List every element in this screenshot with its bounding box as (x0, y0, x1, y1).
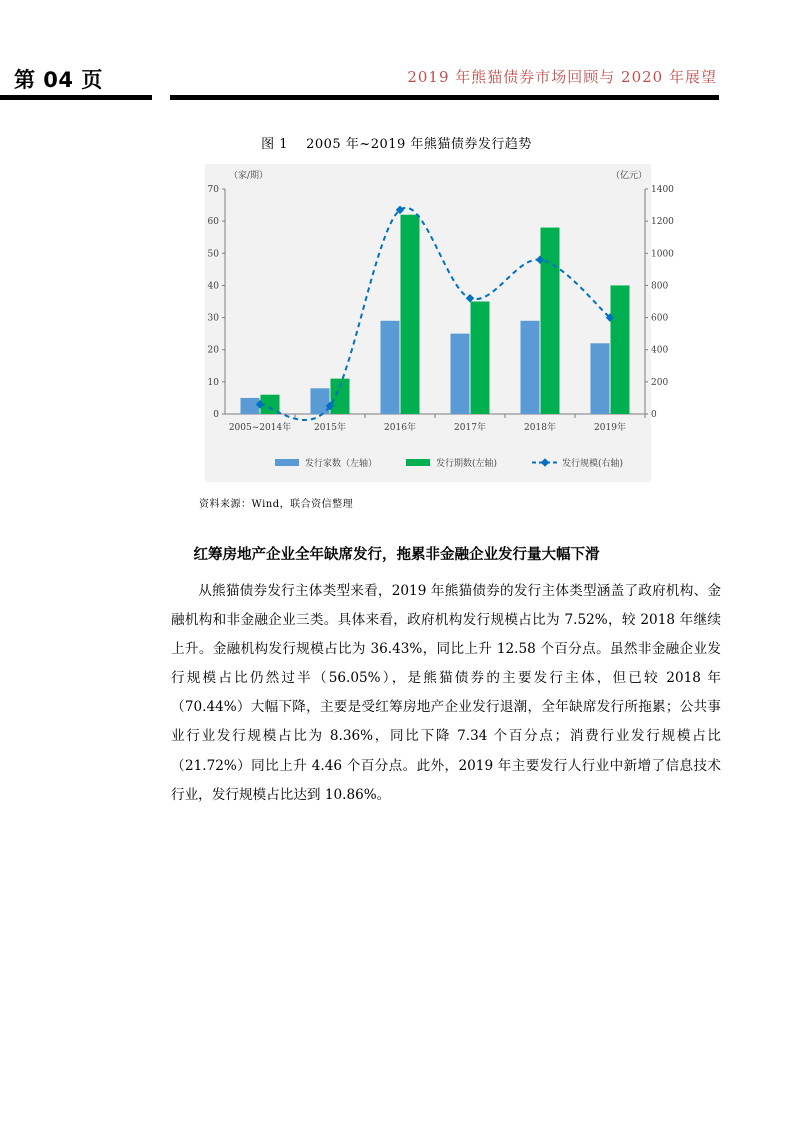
right-tick-label: 0 (651, 410, 657, 420)
legend-swatch (406, 459, 430, 466)
section-heading: 红筹房地产企业全年缺席发行，拖累非金融企业发行量大幅下滑 (193, 547, 600, 563)
page-number: 第 04 页 (14, 68, 103, 92)
header-rule-right (170, 95, 719, 100)
left-axis-unit: （家/期） (229, 171, 269, 181)
x-tick-label: 2018年 (524, 423, 556, 433)
bar-issuers (521, 321, 540, 414)
bar-issues (471, 302, 490, 415)
bar-issuers (241, 398, 260, 414)
left-tick-label: 20 (207, 345, 219, 356)
bar-issues (401, 215, 420, 414)
left-tick-label: 0 (213, 410, 219, 420)
left-tick-label: 70 (207, 185, 219, 195)
bar-issuers (451, 334, 470, 414)
left-tick-label: 40 (207, 281, 219, 292)
legend-label: 发行规模(右轴) (562, 459, 624, 469)
x-tick-label: 2017年 (454, 423, 486, 433)
scale-marker (466, 294, 474, 302)
right-tick-label: 800 (651, 281, 669, 292)
right-tick-label: 1200 (651, 217, 674, 228)
legend-label: 发行期数(左轴) (436, 459, 498, 469)
right-tick-label: 1000 (651, 249, 674, 260)
left-tick-label: 60 (207, 217, 219, 228)
bar-issuers (591, 343, 610, 414)
right-axis-unit: （亿元） (610, 171, 647, 181)
x-tick-label: 2005~2014年 (228, 423, 292, 433)
running-title: 2019 年熊猫债券市场回顾与 2020 年展望 (407, 68, 717, 86)
bar-issues (541, 228, 560, 414)
figure-caption: 图 1 2005 年~2019 年熊猫债券发行趋势 (261, 137, 532, 152)
x-tick-label: 2019年 (594, 423, 626, 433)
right-tick-label: 1400 (651, 185, 674, 195)
chart-panel (205, 164, 674, 482)
x-tick-label: 2016年 (384, 423, 416, 433)
left-tick-label: 50 (207, 249, 219, 260)
left-tick-label: 30 (207, 313, 219, 324)
bar-issuers (381, 321, 400, 414)
header-rule-left (0, 95, 152, 100)
issuance-trend-chart (205, 164, 674, 482)
legend-swatch (275, 459, 299, 466)
body-paragraph: 从熊猫债券发行主体类型来看，2019 年熊猫债券的发行主体类型涵盖了政府机构、金融机构和非金融企业三类。具体来看，政府机构发行规模占比为 7.52%，较 2018 年继续上升。金融机构发行规模占比为 36.43%，同比上升 12.58 个百分点。虽然非金融企业发行规模占比仍然过半（56.05%），是熊猫债券的主要发行主体，但已较 2018 年（70.44%）大幅下降，主要是受红筹房地产企业发行退潮，全年缺席发行所拖累；公共事业行业发行规模占比为 8.36%，同比下降 7.34 个百分点；消费行业发行规模占比（21.72%）同比上升 4.46 个百分点。此外，2019 年主要发行人行业中新增了信息技术行业，发行规模占比达到 10.86%。 (171, 583, 721, 803)
right-tick-label: 600 (651, 313, 669, 324)
right-tick-label: 400 (651, 345, 669, 356)
bar-issues (611, 285, 630, 414)
x-tick-label: 2015年 (314, 423, 346, 433)
left-tick-label: 10 (207, 377, 219, 388)
legend-label: 发行家数（左轴） (305, 459, 378, 469)
figure-source: 资料来源：Wind，联合资信整理 (199, 499, 354, 510)
legend-marker (541, 458, 549, 466)
right-tick-label: 200 (651, 377, 669, 388)
